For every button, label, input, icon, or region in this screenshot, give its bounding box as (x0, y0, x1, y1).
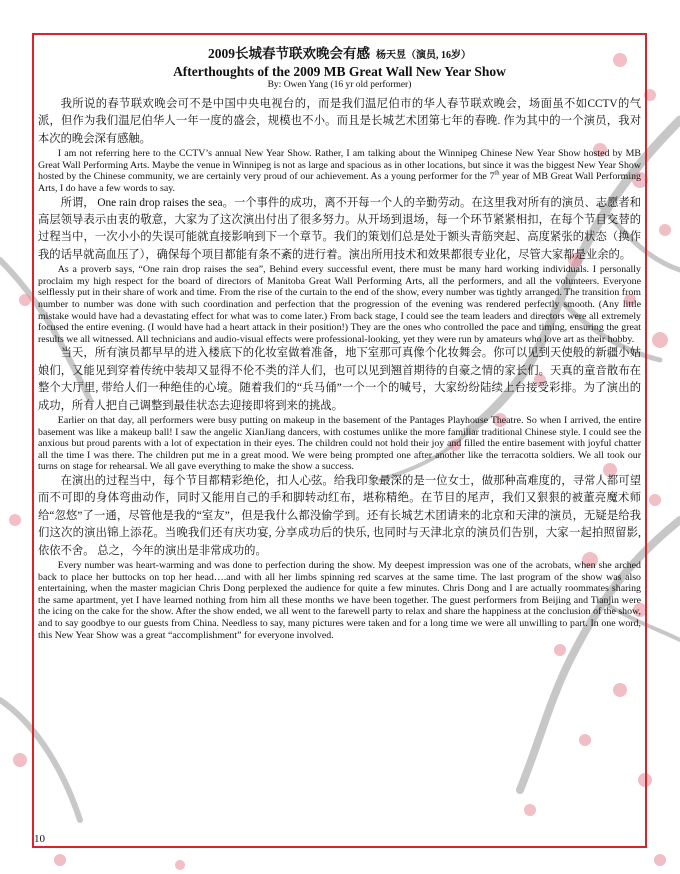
byline: By: Owen Yang (16 yr old performer) (267, 80, 412, 90)
paragraph-2-english: As a proverb says, “One rain drop raises the sea”, Behind every successful event, there must be many hard working individuals. I personally proclaim my high respect for the board of directors of Manitoba Great Wall Performing Arts, all the performers, and all the volunteers. Everyone selflessly put in their share of work and time. From the rise of the curtain to the end of the show, every number was tightly arranged. The transition from number to number was done with such coordination and perfection that the progression of the evening was rendered perfectly smooth. (Any little mistake would have had a devastating effect for what was to come later.) From back stage, I could see the team leaders and directors were all extremely focused the entire evening. (I would have had a heart attack in their position!) They are the ones who controlled the pace and timing, ensuring the great results we all witnessed. All technicians and audio-visual effects were professional-looking, yet they were run by amateurs who love art as their hobby. (38, 264, 641, 345)
page-number: 10 (34, 833, 45, 845)
ordinal-suffix: th (494, 170, 500, 178)
paragraph-1-english (38, 148, 641, 194)
paragraph-2-chinese: 所谓， One rain drop raises the sea。一个事件的成功，离不开每一个人的辛勤劳动。在这里我对所有的演员、志愿者和高层领导表示由衷的敬意，大家为了这次演出付出了很多努力。从开场到退场，每一个环节紧紧相扣，在每个节目交替的过程当中，一次小小的失误可能就直接影响到下一个章节。我们的策划们总是处于额头青筋突起、高度紧张的状态（换作我的话早就高血压了），确保每个项目都能有条不紊的进行着。演出所用技术和效果都很专业化，尽管大家都是业余的。 (38, 196, 641, 261)
paragraph-3-english: Earlier on that day, all performers were busy putting on makeup in the basement of the Pantages Playhouse Theatre. So when I arrived, the entire basement was like a makeup ball! I saw the angelic XianJiang dancers, with costumes unlike the more familiar traditional Chinese style. I could see the anxious but proud parents with a lot of expectation in their eyes. The children could not hold their joy and filled the entire basement with joyful chatter all the time I was there. The children put me in a great mood. We were being prompted one after another like the terracotta soldiers. We all took our turns on stage for rehearsal. We all gave everything to make the show a success. (38, 415, 641, 473)
paragraph-4-english: Every number was heart-warming and was done to perfection during the show. My deepest impression was one of the acrobats, when she arched back to place her buttocks on top her head….and with all her limbs spinning red scarves at the same time. The last program of the show was also entertaining, when the master magician Chris Dong perplexed the audience for quite a few minutes. Chris Dong and I are actually roommates sharing the same apartment, yet I have learned nothing from him all these months we have been together. The guest performers from Beijing and Tianjin were the icing on the cake for the show. After the show ended, we all went to the farewell party to relax and share the happiness at the conclusion of the show, and to say goodbye to our guests from China. Needless to say, many pictures were taken and for a long time we were all unwilling to part. In one word, this New Year Show was a great “accomplishment” for everyone involved. (38, 560, 641, 641)
paragraph-4-chinese: 在演出的过程当中，每个节目都精彩绝伦，扣人心弦。给我印象最深的是一位女士，做那种高难度的，寻常人都可望而不可即的身体弯曲动作，同时又能用自己的手和脚转动红布，堪称精绝。在节目的尾声，我们又狠狠的被董亮魔术师给“忽悠”了一通，尽管他是我的“室友”，但是我什么都没偷学到。还有长城艺术团请来的北京和天津的演员，无疑是给我们这次的演出锦上添花。当晚我们还有庆功宴, 分享成功后的快乐, 也同时与天津北京的演员们告别，大家一起拍照留影, 依依不舍。 总之，今年的演出是非常成功的。 (38, 474, 641, 557)
article (34, 45, 645, 641)
paragraph-1-english-b: year of MB Great Wall Performing Arts, I do have a few words to say. (38, 171, 641, 194)
author-chinese: 杨天昱（演员, 16岁） (376, 50, 471, 61)
title-chinese (38, 45, 641, 64)
paragraph-1-chinese: 我所说的春节联欢晚会可不是中国中央电视台的，而是我们温尼伯市的华人春节联欢晚会，场面虽不如CCTV的气派，但作为我们温尼伯华人一年一度的盛会，规模也不小。而且是长城艺术团第七年的春晚. 作为其中的一个演员，我对本次的晚会深有感触。 (38, 98, 641, 145)
paragraph-3-chinese: 当天，所有演员都早早的进入楼底下的化妆室做着准备，地下室那可真像个化妆舞会。你可以见到天使般的新疆小姑娘们，又能见到穿着传统中装却又显得不伦不类的洋人们，也可以见到翘首期待的自豪之情的家长们。天真的童音散布在整个大厅里, 带给人们一种绝佳的心境。随着我们的“兵马俑”一个一个的喊号，大家纷纷陆续上台接受彩排。为了演出的成功，所有人把自己调整到最佳状态去迎接即将到来的挑战。 (38, 347, 641, 412)
title-chinese-text: 2009长城春节联欢晚会有感 (208, 46, 370, 61)
title-english: Afterthoughts of the 2009 MB Great Wall New Year Show (173, 64, 506, 79)
paragraph-1-english-a: I am not referring here to the CCTV’s annual New Year Show. Rather, I am talking about the Winnipeg Chinese New Year Show hosted by MB Great Wall Performing Arts. Maybe the venue in Winnipeg is not as large and spacious as in other locations, but since it was the biggest New Year Show hosted by the Chinese community, we are certainly very proud of our achievement. As a young performer for the 7 (38, 148, 641, 183)
